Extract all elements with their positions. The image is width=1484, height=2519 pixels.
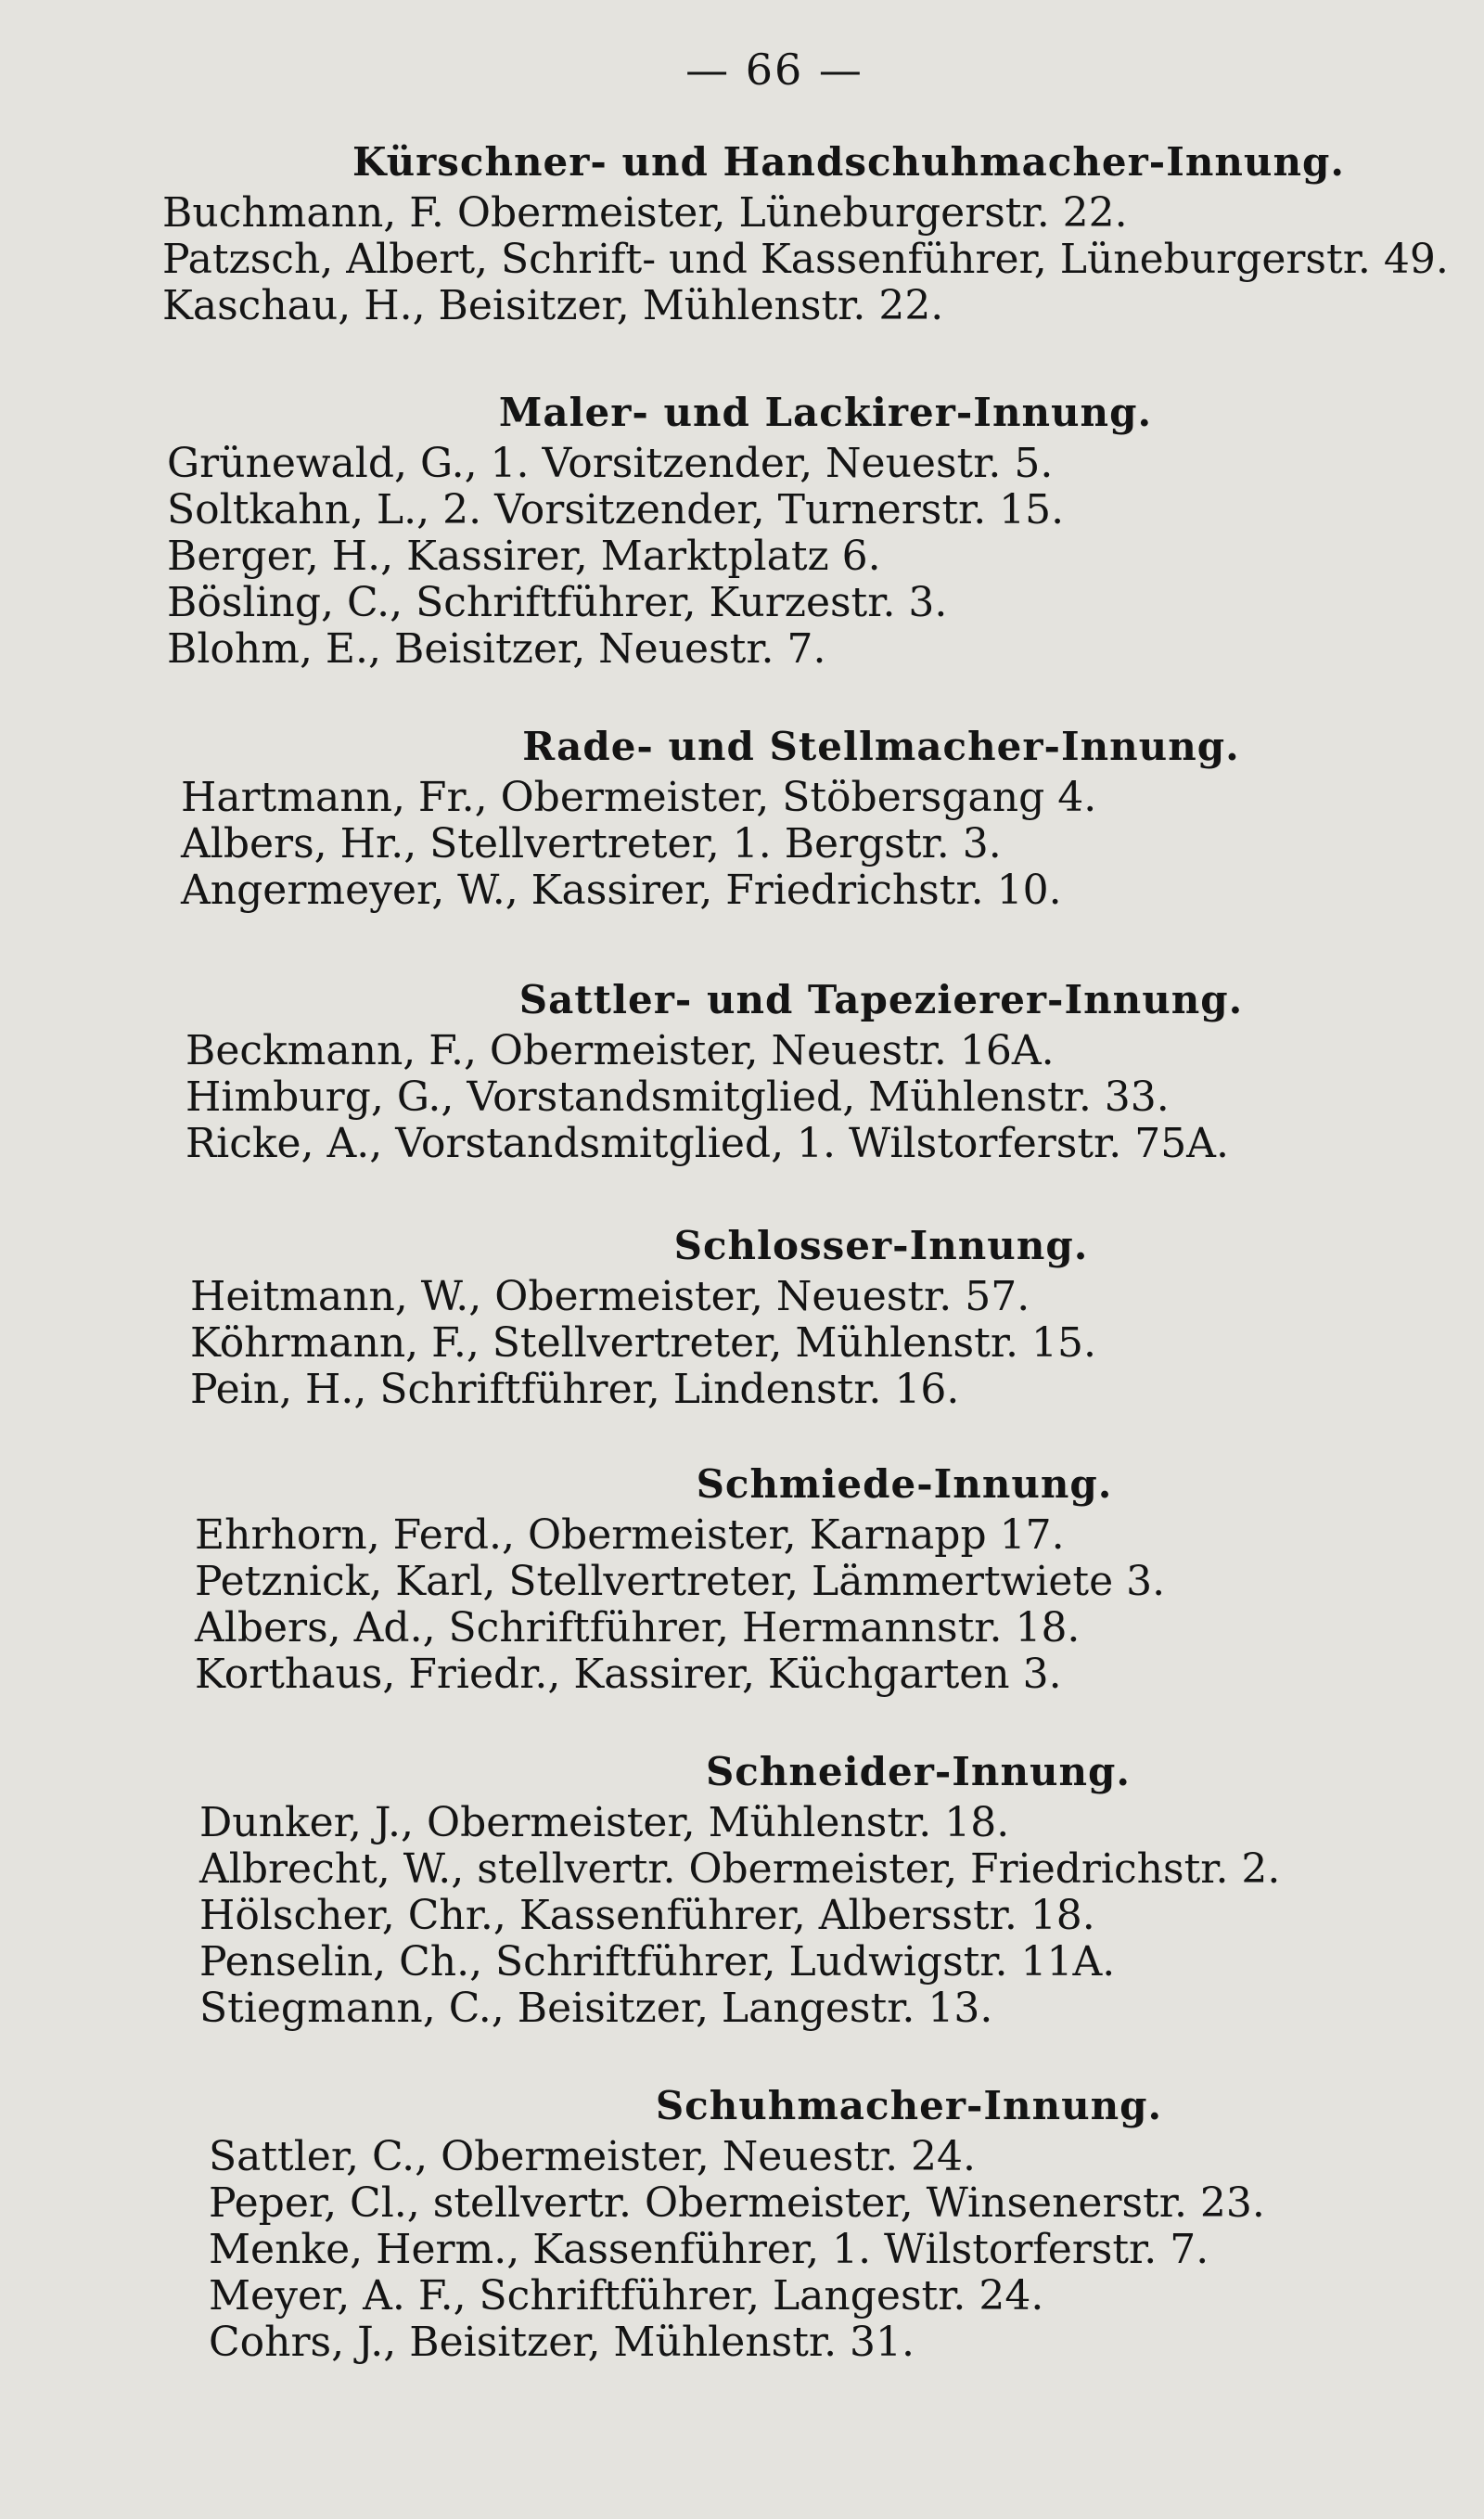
section-rade-stellmacher-innung [0, 719, 1484, 914]
section-maler-lackirer-innung [0, 385, 1484, 673]
member-entry: Peper, Cl., stellvertr. Obermeister, Winsenerstr. 23. [209, 2179, 1265, 2227]
member-entry: Heitmann, W., Obermeister, Neuestr. 57. [190, 1273, 1030, 1320]
section-schlosser-innung [0, 1218, 1484, 1413]
section-schneider-innung [0, 1744, 1484, 2032]
member-entry: Korthaus, Friedr., Kassirer, Küchgarten 3. [195, 1651, 1062, 1698]
member-entry: Albers, Ad., Schriftführer, Hermannstr. 18. [195, 1604, 1081, 1651]
member-entry: Patzsch, Albert, Schrift- und Kassenführer, Lüneburgerstr. 49. [162, 236, 1449, 283]
member-entry: Berger, H., Kassirer, Marktplatz 6. [167, 533, 881, 580]
member-entry: Bösling, C., Schriftführer, Kurzestr. 3. [167, 579, 948, 626]
member-entry: Dunker, J., Obermeister, Mühlenstr. 18. [199, 1799, 1010, 1846]
section-heading: Rade- und Stellmacher-Innung. [522, 724, 1240, 769]
member-entry: Beckmann, F., Obermeister, Neuestr. 16A. [186, 1027, 1055, 1074]
section-schuhmacher-innung [0, 2078, 1484, 2366]
section-sattler-tapezierer-innung [0, 972, 1484, 1167]
member-entry: Soltkahn, L., 2. Vorsitzender, Turnerstr. 15. [167, 486, 1065, 533]
member-entry: Blohm, E., Beisitzer, Neuestr. 7. [167, 625, 826, 673]
member-entry: Ricke, A., Vorstandsmitglied, 1. Wilstorferstr. 75A. [186, 1120, 1229, 1167]
member-entry: Hartmann, Fr., Obermeister, Stöbersgang 4. [181, 774, 1097, 821]
member-entry: Albers, Hr., Stellvertreter, 1. Bergstr. 3. [181, 820, 1002, 868]
section-heading: Kürschner- und Handschuhmacher-Innung. [352, 139, 1345, 185]
member-entry: Kaschau, H., Beisitzer, Mühlenstr. 22. [162, 282, 944, 329]
section-heading: Schlosser-Innung. [673, 1223, 1089, 1268]
member-entry: Grünewald, G., 1. Vorsitzender, Neuestr. 5. [167, 440, 1054, 487]
member-entry: Buchmann, F. Obermeister, Lüneburgerstr. 22. [162, 189, 1128, 237]
member-entry: Petznick, Karl, Stellvertreter, Lämmertwiete 3. [195, 1558, 1166, 1605]
member-entry: Hölscher, Chr., Kassenführer, Albersstr. 18. [199, 1892, 1095, 1939]
member-entry: Stiegmann, C., Beisitzer, Langestr. 13. [199, 1985, 993, 2032]
member-entry: Penselin, Ch., Schriftführer, Ludwigstr. 11A. [199, 1938, 1116, 1986]
section-schmiede-innung [0, 1457, 1484, 1698]
member-entry: Sattler, C., Obermeister, Neuestr. 24. [209, 2133, 977, 2180]
section-heading: Schneider-Innung. [705, 1749, 1132, 1794]
member-entry: Albrecht, W., stellvertr. Obermeister, Friedrichstr. 2. [199, 1845, 1281, 1893]
section-heading: Sattler- und Tapezierer-Innung. [518, 977, 1244, 1022]
member-entry: Cohrs, J., Beisitzer, Mühlenstr. 31. [209, 2319, 915, 2366]
member-entry: Himburg, G., Vorstandsmitglied, Mühlenstr. 33. [186, 1073, 1170, 1121]
section-heading: Maler- und Lackirer-Innung. [498, 390, 1153, 435]
member-entry: Meyer, A. F., Schriftführer, Langestr. 24. [209, 2272, 1044, 2320]
member-entry: Ehrhorn, Ferd., Obermeister, Karnapp 17. [195, 1511, 1065, 1559]
member-entry: Köhrmann, F., Stellvertreter, Mühlenstr. 15. [190, 1319, 1096, 1367]
section-heading: Schuhmacher-Innung. [655, 2083, 1163, 2128]
member-entry: Angermeyer, W., Kassirer, Friedrichstr. 10. [181, 867, 1062, 914]
section-heading: Schmiede-Innung. [696, 1461, 1113, 1507]
section-kuerschner-handschuhmacher-innung [0, 135, 1484, 329]
member-entry: Pein, H., Schriftführer, Lindenstr. 16. [190, 1366, 960, 1413]
page-number: — 66 — [685, 45, 864, 95]
member-entry: Menke, Herm., Kassenführer, 1. Wilstorferstr. 7. [209, 2226, 1209, 2273]
